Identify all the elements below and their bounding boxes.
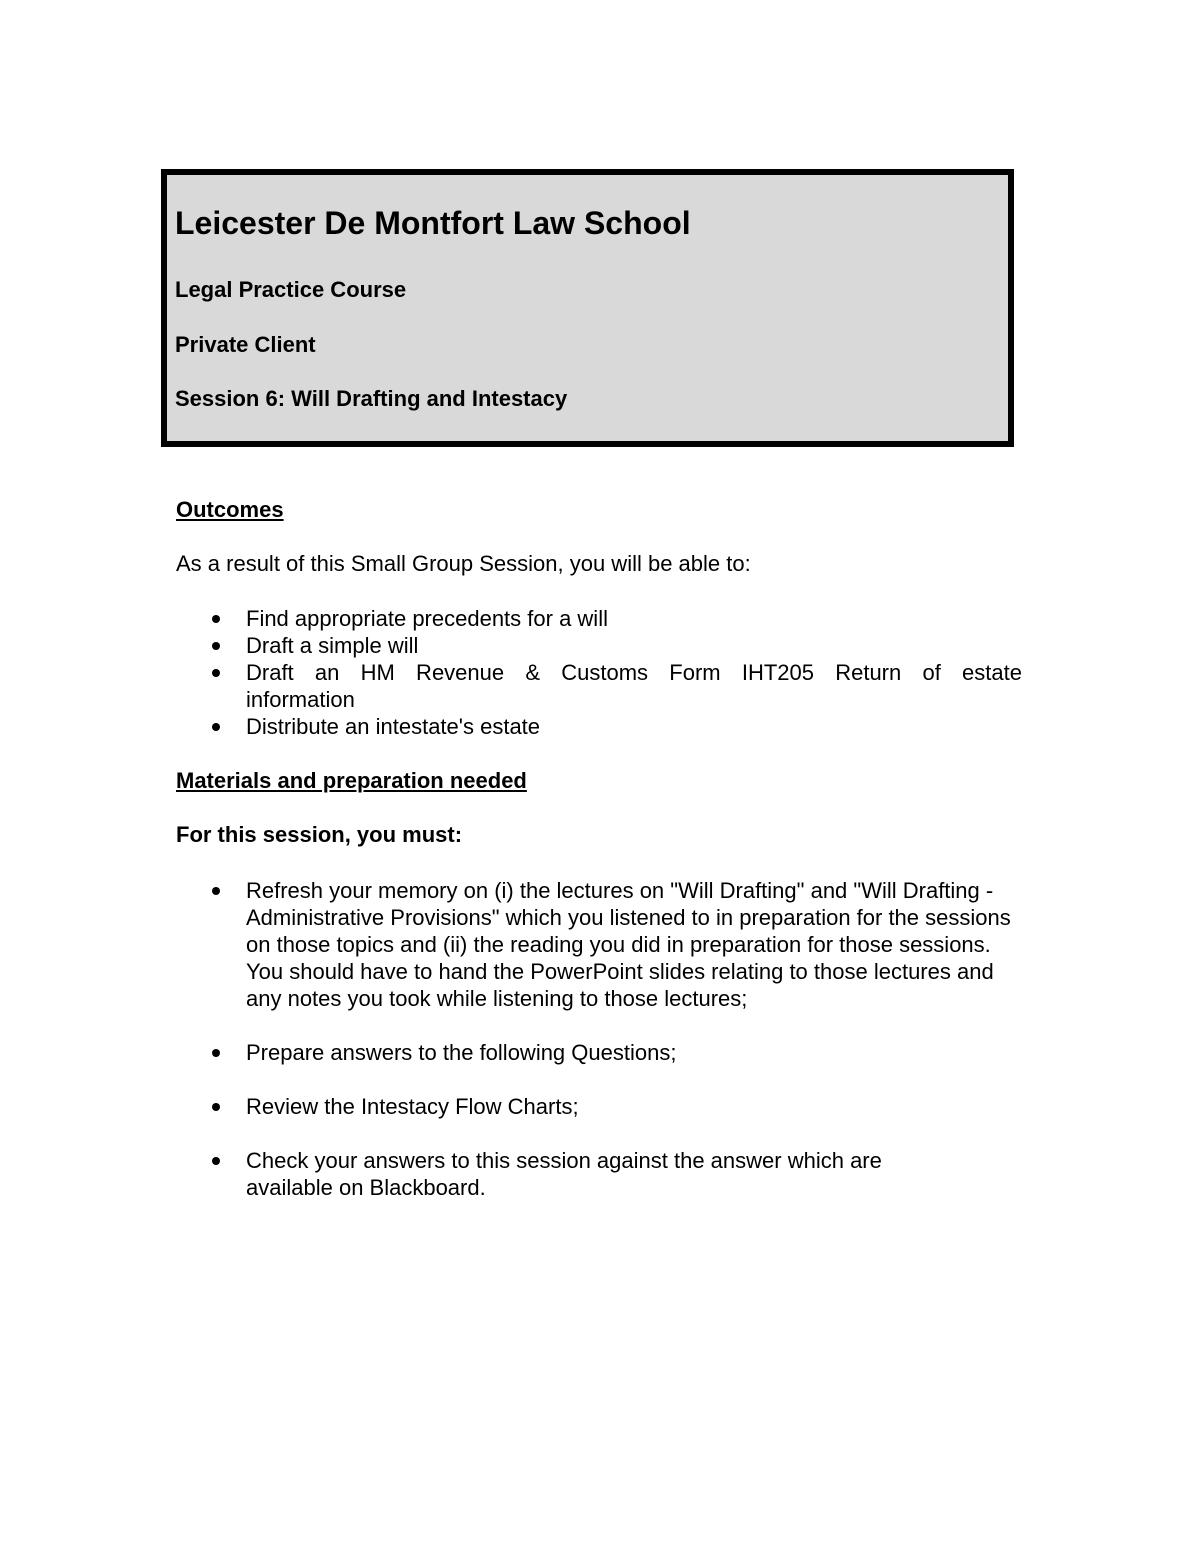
module-name: Private Client [175,332,316,357]
preparation-list [0,877,1022,1228]
list-item-text: Distribute an intestate's estate [246,714,541,739]
course-name: Legal Practice Course [175,277,407,302]
list-item [0,713,1022,740]
list-item [0,1093,1022,1120]
list-item [0,659,1022,713]
list-item [0,1147,1022,1201]
bullet-icon [212,669,220,677]
list-item [0,632,1022,659]
list-item-text [246,659,1022,713]
bullet-icon [212,1049,220,1057]
bullet-icon [212,1157,220,1165]
bullet-icon [212,723,220,731]
outcomes-heading: Outcomes [176,497,284,522]
materials-heading: Materials and preparation needed [176,768,527,793]
list-item-text-line: information [246,687,355,712]
bullet-icon [212,1103,220,1111]
bullet-icon [212,615,220,623]
bullet-icon [212,887,220,895]
list-item-text: Review the Intestacy Flow Charts; [246,1094,579,1119]
list-item-text-line: Draft an HM Revenue & Customs Form IHT205 Return of estate [246,660,1022,685]
list-item [0,877,1022,1012]
outcomes-list [0,605,1022,740]
list-item-text: Find appropriate precedents for a will [246,606,608,631]
list-item [0,1039,1022,1066]
bullet-icon [212,642,220,650]
list-item-text: Prepare answers to the following Questions; [246,1040,677,1065]
title-box [161,169,1014,447]
outcomes-intro: As a result of this Small Group Session, you will be able to: [176,551,751,576]
school-name: Leicester De Montfort Law School [175,205,691,241]
materials-subheading: For this session, you must: [176,822,463,847]
list-item-text: Check your answers to this session against the answer which are available on Blackboard. [246,1148,882,1200]
list-item [0,605,1022,632]
list-item-text: Refresh your memory on (i) the lectures on "Will Drafting" and "Will Drafting - Administrative Provisions" which you listened to in preparation for the sessions on those topics and (ii) the reading you did in preparation for those sessions. You should have to hand the PowerPoint slides relating to those lectures and any notes you took while listening to those lectures; [246,878,1011,1011]
session-title: Session 6: Will Drafting and Intestacy [175,386,568,411]
list-item-text: Draft a simple will [246,633,419,658]
